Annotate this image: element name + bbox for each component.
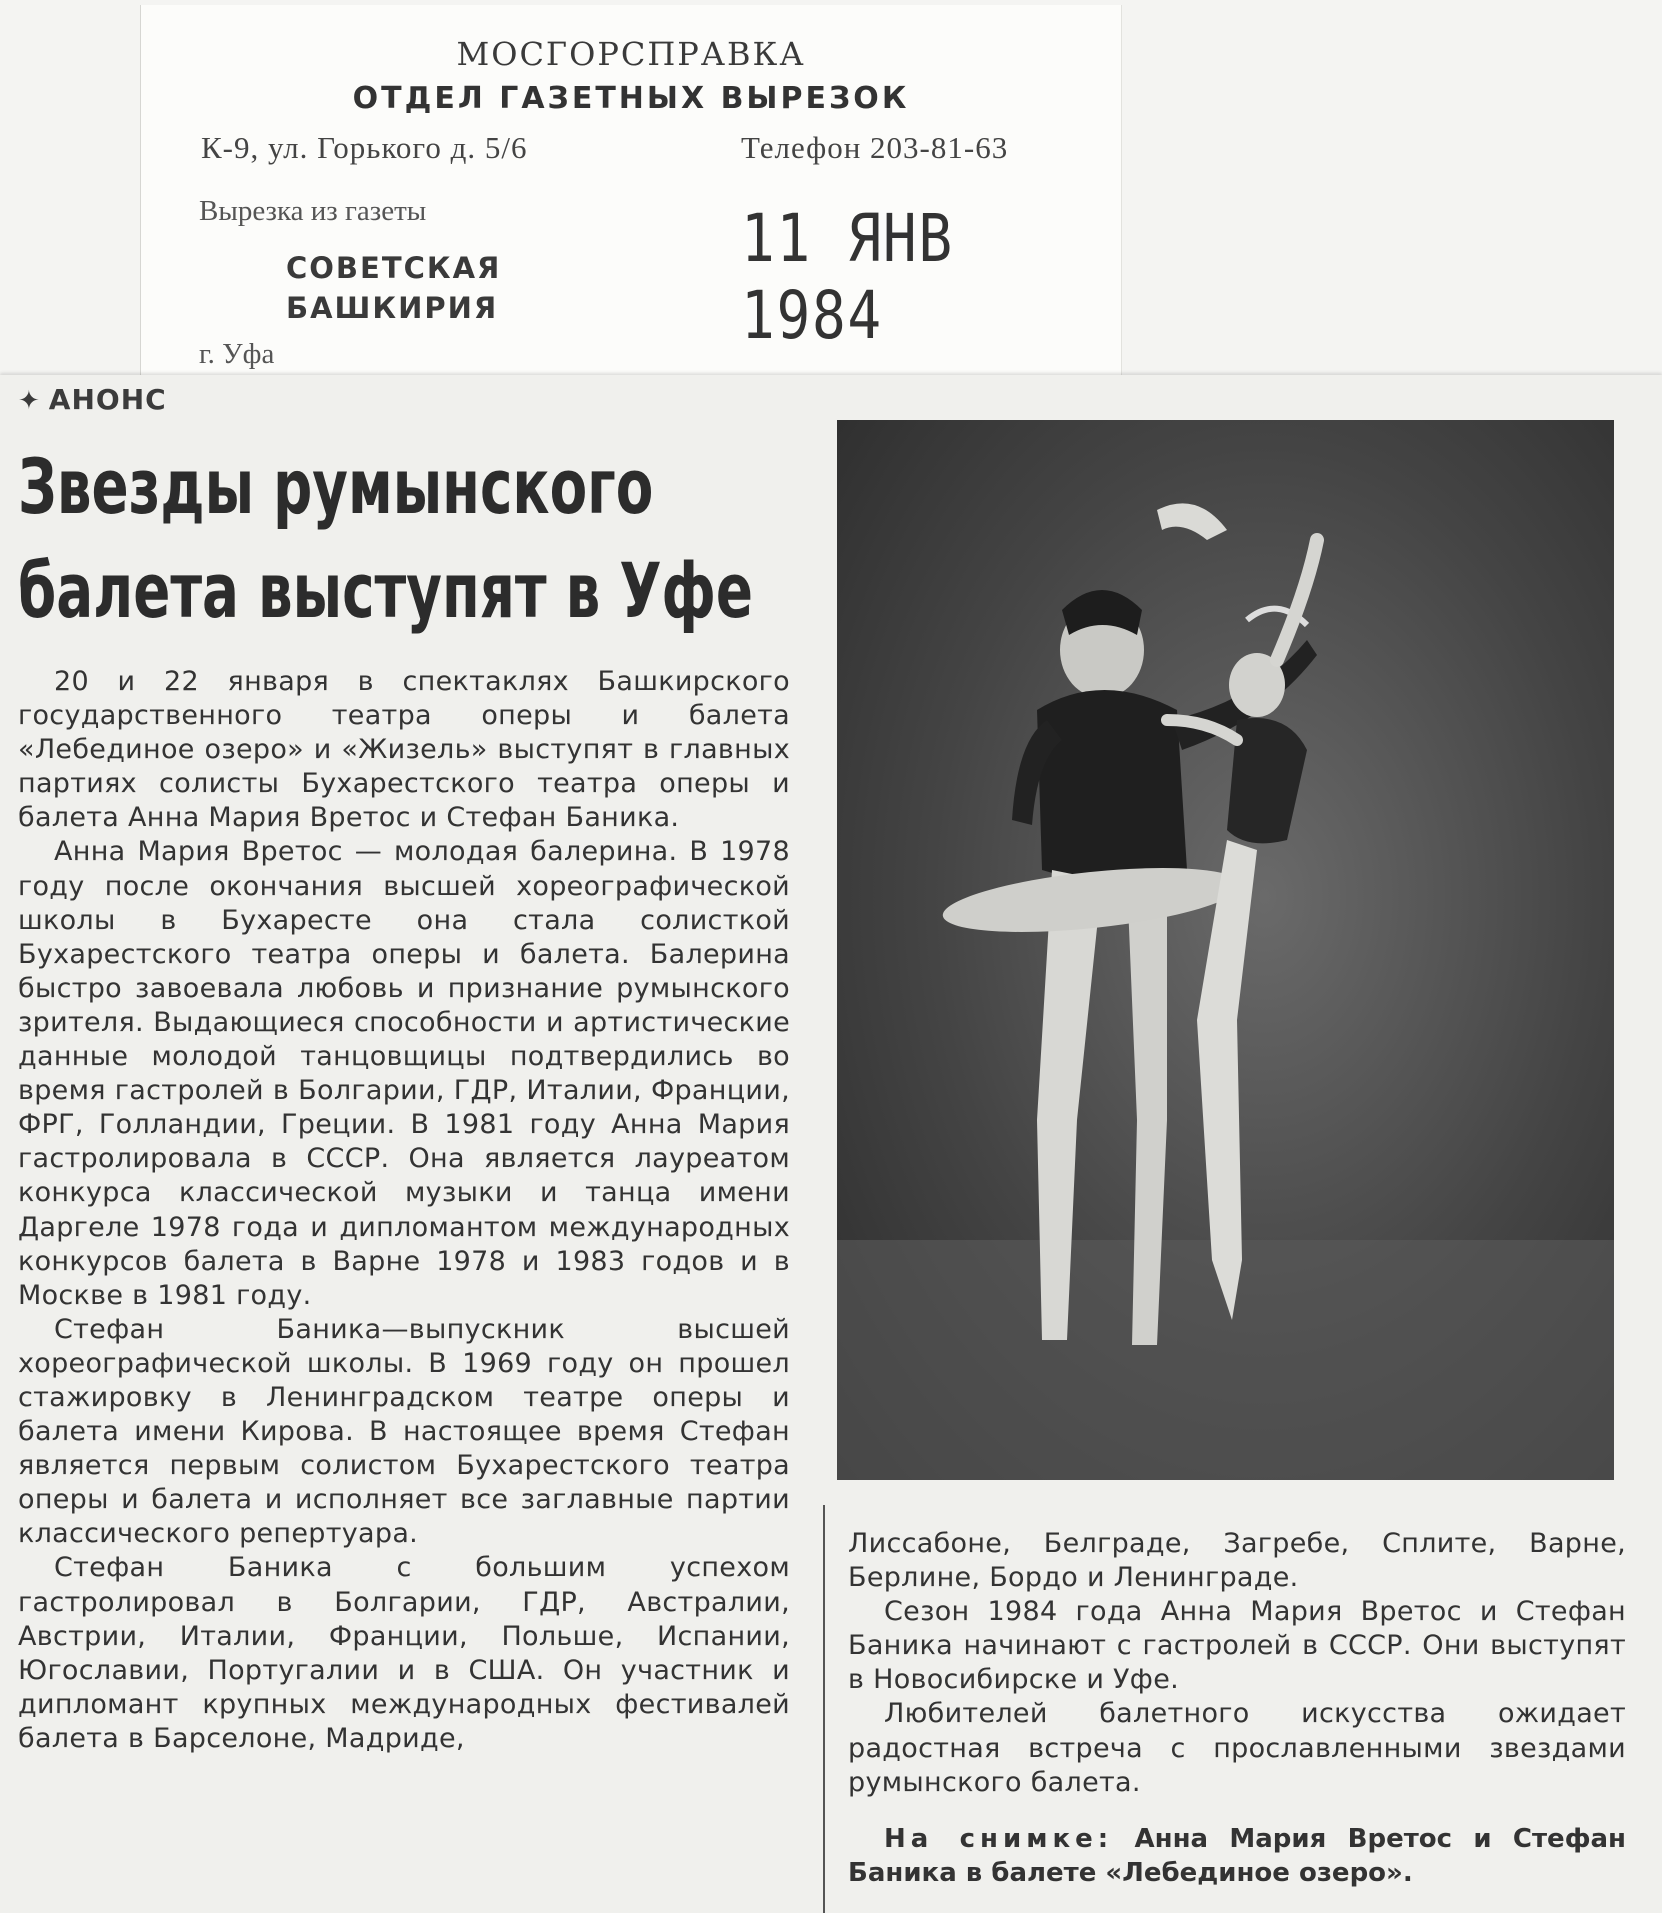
- department-name: ОТДЕЛ ГАЗЕТНЫХ ВЫРЕЗОК: [352, 81, 910, 116]
- article-paragraph: Сезон 1984 года Анна Мария Вретос и Стефан Баника начинают с гастролей в СССР. Они выступят в Новосибирске и Уфе.: [848, 1596, 1626, 1696]
- article-column-left: [18, 665, 790, 1756]
- column-divider: [823, 1505, 825, 1913]
- newspaper-name: [286, 248, 501, 328]
- article-paragraph: Стефан Баника с большим успехом гастролировал в Болгарии, ГДР, Австралии, Австрии, Италии, Франции, Польше, Испании, Югославии, Португалии и в США. Он участник и дипломант крупных международных фестивалей балета в Барселоне, Мадриде,: [18, 1552, 790, 1754]
- photo-caption-text: Анна Мария Вретос и Стефан Баника в балете «Лебединое озеро».: [848, 1824, 1626, 1888]
- headline: [18, 435, 753, 643]
- date-stamp: 11 ЯНВ 1984: [741, 200, 954, 354]
- star-icon: ✦: [18, 386, 41, 416]
- headline-line2: балета выступят в Уфе: [18, 546, 753, 635]
- headline-line1: Звезды румынского: [18, 442, 654, 531]
- rubric-label: АНОНС: [48, 383, 167, 416]
- newspaper-name-line2: БАШКИРИЯ: [286, 291, 499, 325]
- rubric: [18, 383, 167, 416]
- article-paragraph: Анна Мария Вретос — молодая балерина. В 1978 году после окончания высшей хореографической школы в Бухаресте она стала солисткой Бухарестского театра оперы и балета. Балерина быстро завоевала любовь и признание румынского зрителя. Выдающиеся способности и артистические данные молодой танцовщицы подтвердились во время гастролей в Болгарии, ГДР, Италии, Франции, ФРГ, Голландии, Греции. В 1981 году Анна Мария гастролировала в СССР. Она является лауреатом конкурса классической музыки и танца имени Даргеле 1978 года и дипломантом международных конкурсов балета в Варне 1978 и 1983 годов и в Москве в 1981 году.: [18, 836, 790, 1311]
- article-column-right: [848, 1527, 1626, 1800]
- newspaper-clipping: [0, 375, 1662, 1913]
- agency-phone: Телефон 203-81-63: [741, 130, 1009, 165]
- newspaper-name-line1: СОВЕТСКАЯ: [286, 251, 502, 285]
- agency-name: МОСГОРСПРАВКА: [456, 35, 806, 73]
- photo-caption: [848, 1822, 1626, 1890]
- ballet-photo: [837, 420, 1614, 1480]
- article-paragraph: Любителей балетного искусства ожидает радостная встреча с прославленными звездами румынского балета.: [848, 1698, 1626, 1798]
- ballet-photo-illustration: [837, 420, 1614, 1480]
- clipping-label: [140, 5, 1122, 405]
- article-paragraph: Лиссабоне, Белграде, Загребе, Сплите, Варне, Берлине, Бордо и Ленинграде.: [848, 1528, 1626, 1594]
- article-paragraph: Стефан Баника—выпускник высшей хореографической школы. В 1969 году он прошел стажировку в Ленинградском театре оперы и балета имени Кирова. В настоящее время Стефан является первым солистом Бухарестского театра оперы и балета и исполняет все заглавные партии классического репертуара.: [18, 1313, 790, 1550]
- newspaper-city: г. Уфа: [199, 338, 275, 370]
- article-paragraph: 20 и 22 января в спектаклях Башкирского государственного театра оперы и балета «Лебединое озеро» и «Жизель» выступят в главных партиях солисты Бухарестского театра оперы и балета Анна Мария Вретос и Стефан Баника.: [18, 666, 790, 834]
- agency-address: К-9, ул. Горького д. 5/6: [201, 130, 528, 165]
- photo-caption-label: На снимке:: [884, 1824, 1114, 1854]
- cut-from-label: Вырезка из газеты: [199, 195, 427, 227]
